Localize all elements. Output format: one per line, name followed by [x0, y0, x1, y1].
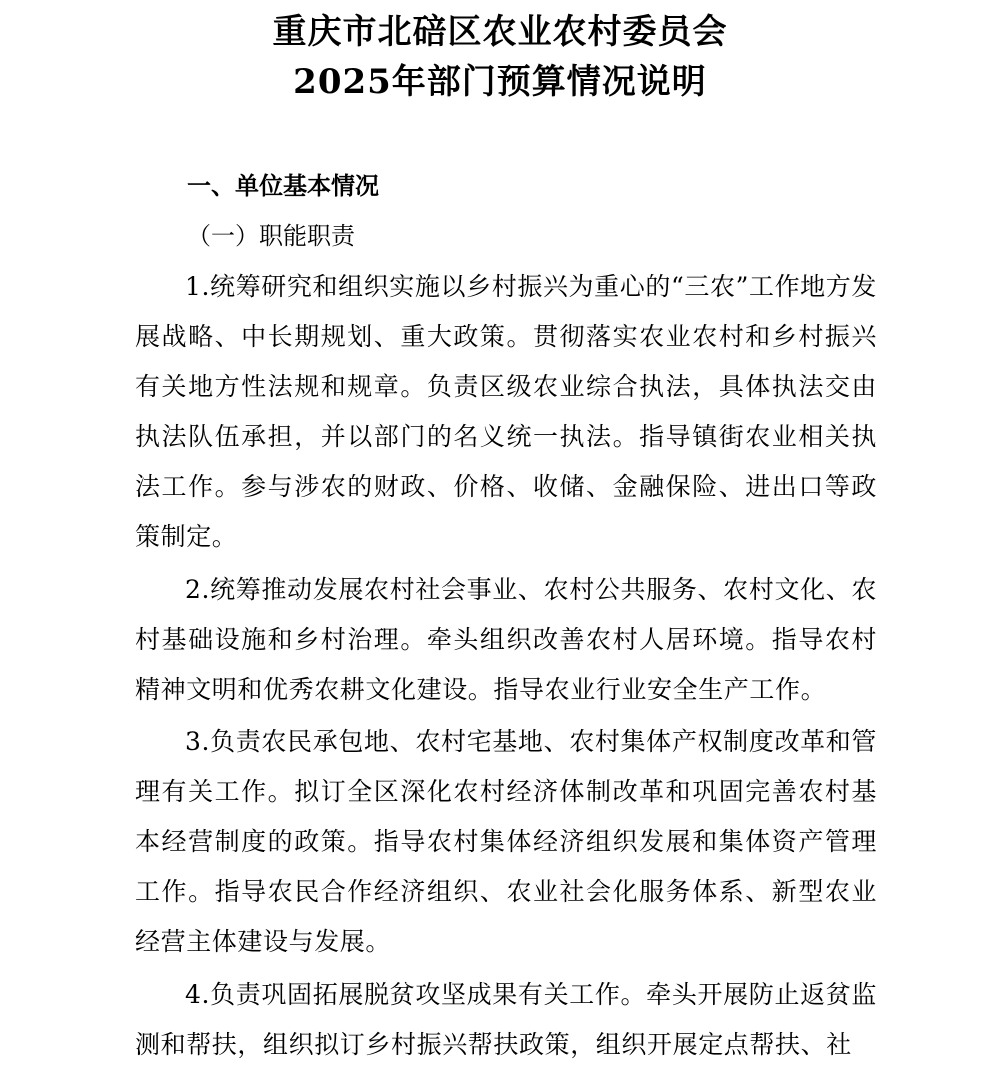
document-title-line1: 重庆市北碚区农业农村委员会 [272, 12, 728, 52]
paragraph-duty-1: 1.统筹研究和组织实施以乡村振兴为重心的“三农”工作地方发展战略、中长期规划、重大政策。贯彻落实农业农村和乡村振兴有关地方性法规和规章。负责区级农业综合执法，具体执法交由执法队伍承担，并以部门的名义统一执法。指导镇街农业相关执法工作。参与涉农的财政、价格、收储、金融保险、进出口等政策制定。 [135, 272, 877, 551]
subsection-heading-duties: （一）职能职责 [187, 222, 355, 250]
paragraph-duty-2: 2.统筹推动发展农村社会事业、农村公共服务、农村文化、农村基础设施和乡村治理。牵头组织改善农村人居环境。指导农村精神文明和优秀农耕文化建设。指导农业行业安全生产工作。 [135, 575, 877, 704]
section-heading-basic-info: 一、单位基本情况 [187, 171, 379, 200]
document-title-line2: 2025年部门预算情况说明 [293, 62, 707, 102]
paragraph-duty-3: 3.负责农民承包地、农村宅基地、农村集体产权制度改革和管理有关工作。拟订全区深化农村经济体制改革和巩固完善农村基本经营制度的政策。指导农村集体经济组织发展和集体资产管理工作。指导农民合作经济组织、农业社会化服务体系、新型农业经营主体建设与发展。 [135, 727, 877, 956]
paragraph-duty-4: 4.负责巩固拓展脱贫攻坚成果有关工作。牵头开展防止返贫监测和帮扶，组织拟订乡村振兴帮扶政策，组织开展定点帮扶、社 [135, 980, 877, 1059]
